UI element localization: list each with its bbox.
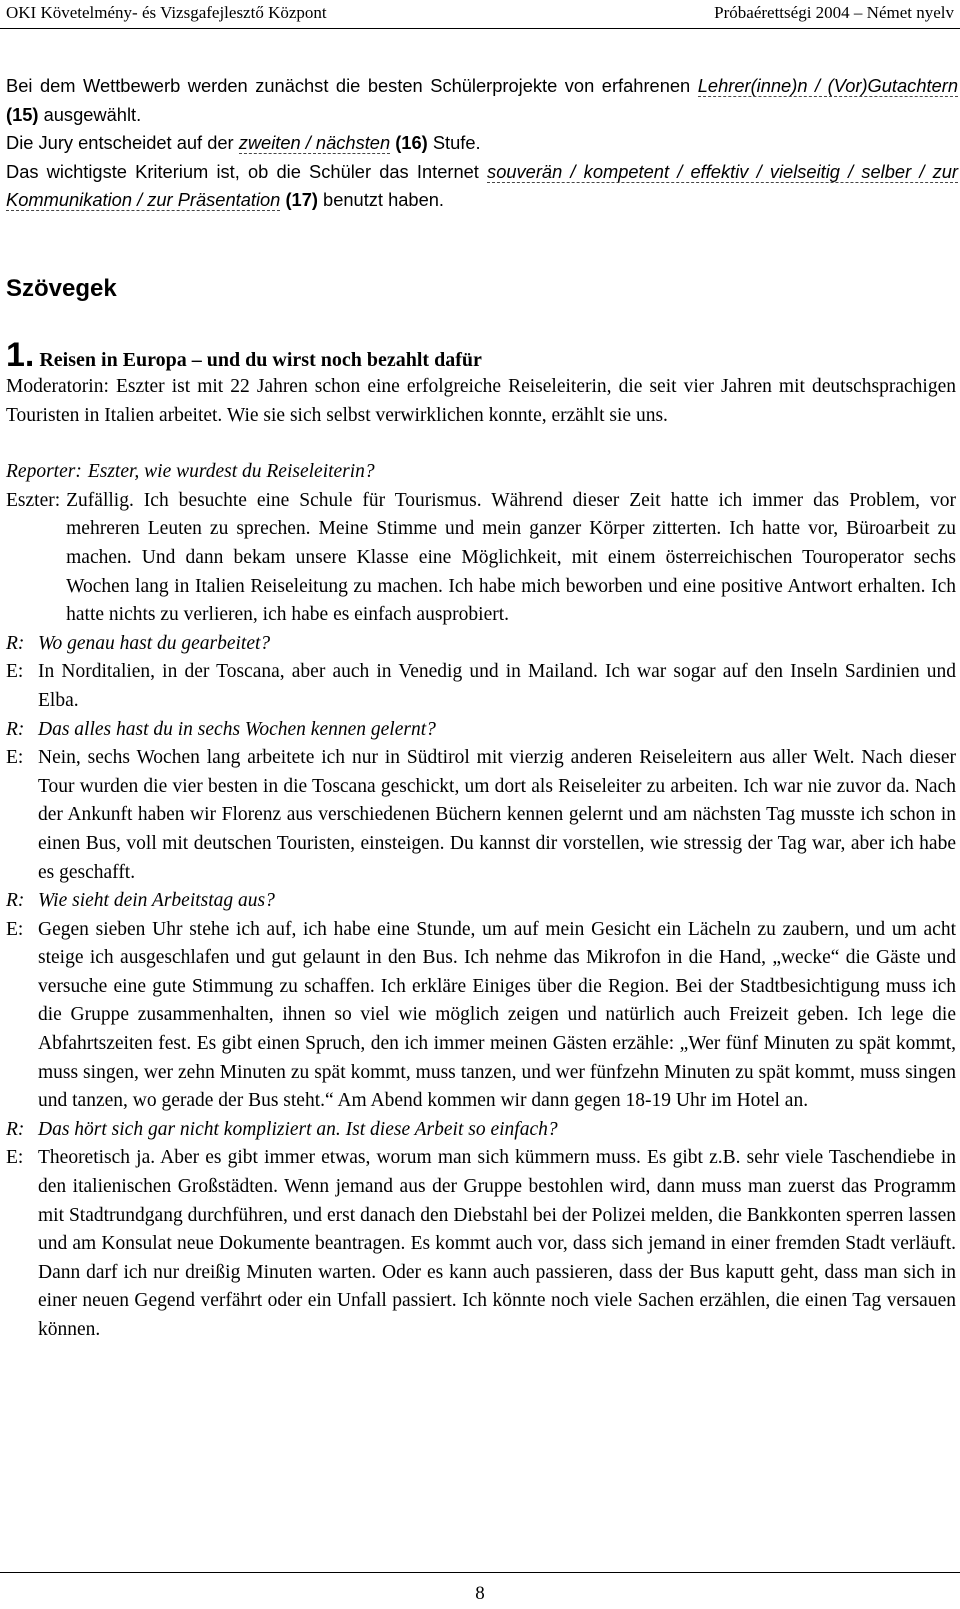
eszter-answer <box>6 1144 956 1344</box>
speaker-label: E: <box>6 1147 24 1169</box>
section-title: Szövegek <box>6 275 117 302</box>
speaker-label: R: <box>6 718 25 740</box>
utterance: Gegen sieben Uhr stehe ich auf, ich habe eine Stunde, um auf mein Gesicht ein Lächeln zu zaubern, und um acht steige ich ausgeschlafen und gut gelaunt in den Bus. Ich nehme das Mikrofon in die Hand, „wecke“ die Gäste und versuche eine gute Stimmung zu schaffen. Ich erkläre Einiges über die Region. Bei der Stadtbesichtigung muss ich die Gruppe zusammenhalten, ihnen so viel wie möglich zeigen und natürlich auch Freizeit geben. Ich lege die Abfahrtszeiten fest. Es gibt einen Spruch, den ich immer meinen Gästen erzähle: „Wer fünf Minuten zu spät kommt, muss singen, wer zehn Minuten zu spät kommt, muss tanzen, und wer fünfzehn Minuten zu spät kommt, muss singen und tanzen, wo gerade der Bus steht.“ Am Abend kommen wir dann gegen 18-19 Uhr im Hotel an. <box>38 918 956 1112</box>
utterance: Das hört sich gar nicht kompliziert an. Ist diese Arbeit so einfach? <box>38 1118 558 1140</box>
eszter-answer <box>6 916 956 1116</box>
page-header <box>0 0 960 29</box>
speaker-label: E: <box>6 918 24 940</box>
blank-number-16: (16) <box>395 132 428 154</box>
answer-options-17: souverän / kompetent / effektiv / vielseitig / selber / zur Kommunikation / zur Präsentation <box>6 160 958 211</box>
interview-text <box>6 373 956 1345</box>
answer-options-16: zweiten / nächsten <box>238 132 391 154</box>
task-text: Das wichtigste Kriterium ist, ob die Schüler das Internet <box>6 160 488 182</box>
speaker-label: R: <box>6 632 25 654</box>
reporter-question <box>6 458 956 487</box>
speaker-label: E: <box>6 661 24 683</box>
text-title <box>6 336 482 375</box>
moderator-intro: Moderatorin: Eszter ist mit 22 Jahren schon eine erfolgreiche Reiseleiterin, die seit vier Jahren mit deutschsprachigen Touristen in Italien arbeitet. Wie sie sich selbst verwirklichen konnte, erzählt sie uns. <box>6 376 956 426</box>
task-text: Bei dem Wettbewerb werden zunächst die besten Schülerprojekte von erfahrenen <box>6 75 698 96</box>
task-text: ausgewählt. <box>38 103 142 125</box>
utterance: Theoretisch ja. Aber es gibt immer etwas, worum man sich kümmern muss. Es gibt z.B. sehr viele Taschendiebe in den italienischen Großstädten. Wenn jemand aus der Gruppe bestohlen wird, dann muss man zuerst das Programm mit Stadtrundgang durchführen, und erst danach den Diebstahl bei der Polizei melden, die Bankkonten sperren lassen und am Konsulat neue Dokumente beantragen. Es kommt auch vor, dass sich jemand in einer fremden Stadt verläuft. Dann darf ich nur dreißig Minuten warten. Oder es kann auch passieren, dass der Bus kaputt geht, dass man sich in einer neuen Gegend verfährt oder ein Unfall passiert. Ich könnte noch viele Sachen erzählen, die einen Tag versauen können. <box>38 1147 956 1340</box>
reporter-question <box>6 716 956 745</box>
speaker-label: R: <box>6 1118 25 1140</box>
task-line-16 <box>6 129 958 158</box>
dialogue <box>6 458 956 1344</box>
task-summary <box>6 72 958 215</box>
utterance: Wo genau hast du gearbeitet? <box>38 632 271 654</box>
eszter-answer <box>6 487 956 630</box>
reporter-question <box>6 887 956 916</box>
speaker-label: Eszter: <box>6 489 61 511</box>
utterance: In Norditalien, in der Toscana, aber auch in Venedig und in Mailand. Ich war sogar auf den Inseln Sardinien und Elba. <box>38 661 956 711</box>
answer-options-15: Lehrer(inne)n / (Vor)Gutachtern <box>697 75 958 96</box>
blank-number-17: (17) <box>285 189 318 211</box>
utterance: Nein, sechs Wochen lang arbeitete ich nur in Südtirol mit vierzig anderen Reiseleitern aus aller Welt. Nach dieser Tour wurden die vier besten in die Toscana geschickt, um dort als Reiseleiter zu arbeiten. Ich war nie zuvor da. Nach der Ankunft haben wir Florenz aus verschiedenen Büchern kennen gelernt und am nächsten Tag musste ich schon in einen Bus, voll mit deutschen Touristen, einsteigen. Du kannst dir vorstellen, wie stressig der Tag war, aber ich habe es geschafft. <box>38 747 956 883</box>
reporter-question <box>6 630 956 659</box>
task-text: Die Jury entscheidet auf der <box>6 132 239 154</box>
utterance: Eszter, wie wurdest du Reiseleiterin? <box>87 461 375 483</box>
header-exam-title: Próbaérettségi 2004 – Német nyelv <box>714 3 954 22</box>
text-heading: Reisen in Europa – und du wirst noch bezahlt dafür <box>39 349 482 371</box>
utterance: Zufällig. Ich besuchte eine Schule für Tourismus. Während dieser Zeit hatte ich immer das Problem, vor mehreren Leuten zu sprechen. Meine Stimme und mein ganzer Körper zitterten. Ich hatte vor, Büroarbeit zu machen. Und dann bekam unsere Klasse eine Möglichkeit, mit einem österreichischen Touroperator sechs Wochen lang in Italien Reiseleitung zu machen. Ich habe mich beworben und eine positive Antwort erhalten. Ich hatte nichts zu verlieren, ich habe es einfach ausprobiert. <box>66 489 956 626</box>
blank-number-15: (15) <box>6 103 39 125</box>
page-number: 8 <box>475 1583 485 1604</box>
eszter-answer <box>6 658 956 715</box>
speaker-label: E: <box>6 747 24 769</box>
utterance: Wie sieht dein Arbeitstag aus? <box>38 890 275 912</box>
task-text: Stufe. <box>427 132 481 154</box>
reporter-question <box>6 1116 956 1145</box>
task-line-17 <box>6 158 958 215</box>
text-number: 1. <box>6 336 35 374</box>
eszter-answer <box>6 744 956 887</box>
header-institution: OKI Követelmény- és Vizsgafejlesztő Központ <box>6 3 327 22</box>
task-line-15 <box>6 72 958 129</box>
page-footer <box>0 1572 960 1609</box>
speaker-label: R: <box>6 890 25 912</box>
task-text: benutzt haben. <box>317 189 445 211</box>
utterance: Das alles hast du in sechs Wochen kennen gelernt? <box>38 718 436 740</box>
speaker-label: Reporter: <box>6 461 82 483</box>
